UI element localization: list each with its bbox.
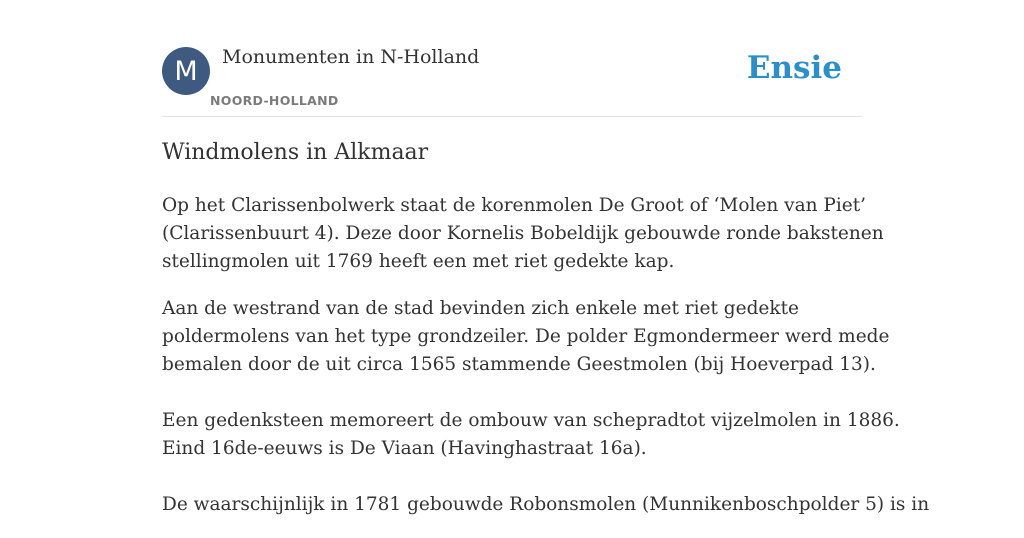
category-label[interactable]: NOORD-HOLLAND	[210, 93, 339, 108]
paragraph-2	[162, 295, 930, 519]
article-body	[162, 192, 930, 538]
article-title: Windmolens in Alkmaar	[162, 140, 429, 165]
line-break	[162, 379, 862, 407]
text-line: Op het Clarissenbolwerk staat de korenmolen De Groot of ‘Molen van Piet’	[162, 195, 867, 216]
text-line: Eind 16de-eeuws is De Viaan (Havinghastraat 16a).	[162, 438, 647, 459]
text-line: De waarschijnlijk in 1781 gebouwde Robonsmolen (Munnikenboschpolder 5) is in	[162, 494, 930, 515]
header	[162, 0, 862, 117]
text-line: (Clarissenbuurt 4). Deze door Kornelis Bobeldijk gebouwde ronde bakstenen	[162, 223, 884, 244]
page-container	[162, 0, 930, 515]
text-line: poldermolens van het type grondzeiler. De polder Egmondermeer werd mede	[162, 326, 890, 347]
text-line: stellingmolen uit 1769 heeft een met riet gedekte kap.	[162, 251, 675, 272]
text-line: bemalen door de uit circa 1565 stammende Geestmolen (bij Hoeverpad 13).	[162, 354, 876, 375]
paragraph-1	[162, 192, 884, 276]
book-title-link[interactable]: Monumenten in N-Holland	[222, 46, 480, 68]
avatar[interactable]: M	[162, 47, 210, 95]
text-line: Een gedenksteen memoreert de ombouw van schepradtot vijzelmolen in 1886.	[162, 410, 900, 431]
text-line: Aan de westrand van de stad bevinden zich enkele met riet gedekte	[162, 298, 799, 319]
ensie-logo[interactable]: Ensie	[746, 50, 842, 86]
line-break	[162, 463, 862, 491]
